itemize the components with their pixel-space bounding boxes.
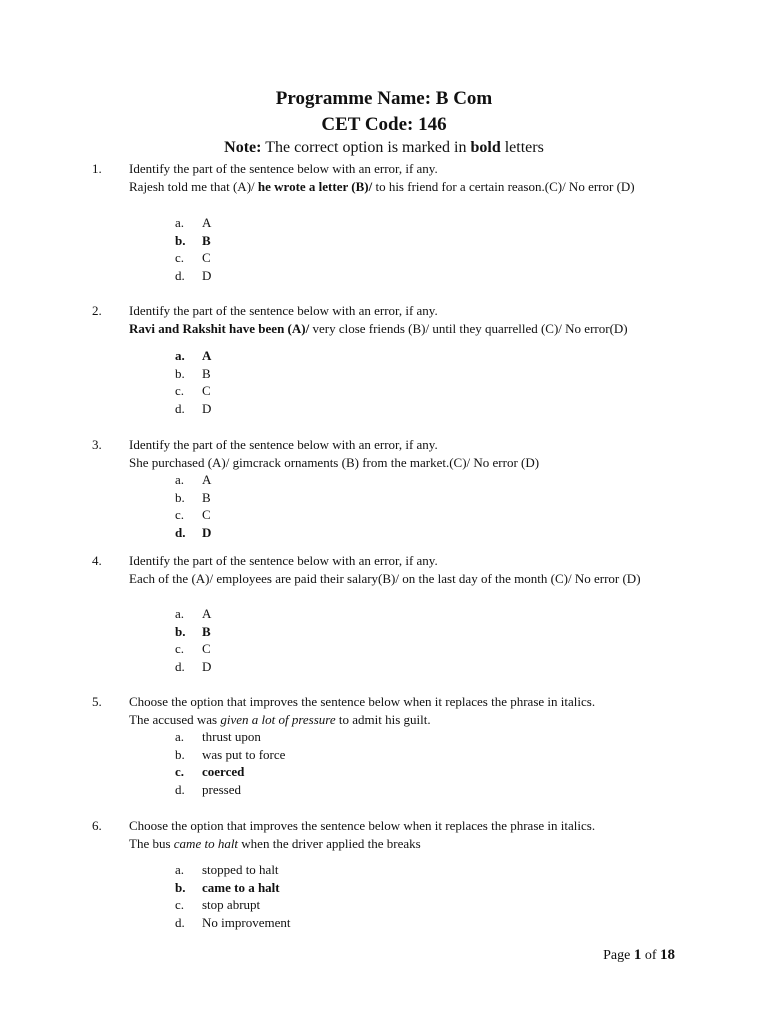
option-letter: b.	[175, 489, 185, 505]
question-sentence	[129, 320, 689, 338]
option-d	[175, 914, 290, 932]
note-text-post: letters	[500, 139, 544, 156]
question-number: 1.	[92, 161, 102, 176]
question-text	[129, 817, 674, 853]
question-number: 4.	[92, 553, 102, 568]
option-letter: d.	[175, 400, 185, 416]
option-text: B	[202, 365, 211, 381]
page-total: 18	[660, 947, 675, 963]
programme-name: Programme Name: B Com	[275, 88, 493, 109]
option-c	[175, 249, 211, 267]
question-prompt: Choose the option that improves the sentence below when it replaces the phrase in italics.	[129, 818, 596, 833]
option-letter: c.	[175, 897, 185, 913]
option-b	[175, 746, 285, 764]
sentence-part: The accused was	[129, 712, 221, 727]
option-letter: c.	[175, 383, 185, 399]
options-list	[175, 605, 211, 675]
question-sentence	[129, 835, 674, 853]
option-letter: c.	[175, 764, 185, 780]
option-c	[175, 896, 290, 914]
option-text: D	[202, 524, 212, 540]
option-letter: d.	[175, 524, 186, 540]
page-of: of	[641, 948, 660, 963]
page-number	[603, 947, 675, 964]
option-text: B	[202, 623, 211, 639]
question-prompt: Identify the part of the sentence below with an error, if any.	[129, 437, 438, 452]
note-text-pre: The correct option is marked in	[261, 139, 471, 156]
option-b	[175, 365, 211, 383]
question-number: 5.	[92, 694, 102, 709]
question-prompt: Identify the part of the sentence below with an error, if any.	[129, 161, 438, 176]
note-label: Note:	[224, 139, 262, 156]
sentence-part-bold: he wrote a letter (B)/	[257, 179, 373, 194]
page-label: Page	[603, 948, 634, 963]
sentence-part-italic: came to halt	[173, 836, 239, 851]
option-text: coerced	[202, 764, 245, 780]
option-c	[175, 640, 211, 658]
option-letter: b.	[175, 232, 186, 248]
options-list	[175, 471, 211, 541]
option-d-correct	[175, 524, 211, 542]
option-letter: a.	[175, 472, 185, 487]
option-letter: b.	[175, 623, 186, 639]
option-text: came to a halt	[202, 879, 280, 895]
sentence-part: when the driver applied the breaks	[238, 836, 421, 851]
option-text: A	[202, 348, 212, 363]
option-a	[175, 214, 211, 232]
question-text	[129, 436, 674, 472]
option-a	[175, 605, 211, 623]
option-letter: a.	[175, 348, 185, 363]
option-c	[175, 506, 211, 524]
question-number: 2.	[92, 303, 102, 318]
option-d	[175, 658, 211, 676]
option-text: C	[202, 641, 211, 657]
option-text: was put to force	[202, 746, 286, 762]
question-prompt: Identify the part of the sentence below with an error, if any.	[129, 303, 438, 318]
question-sentence: Each of the (A)/ employees are paid their salary(B)/ on the last day of the month (C)/ No error (D)	[129, 571, 641, 586]
option-letter: a.	[175, 215, 185, 230]
option-letter: a.	[175, 862, 185, 877]
option-text: D	[202, 400, 212, 416]
note-text-bold: bold	[470, 139, 501, 156]
option-c	[175, 382, 211, 400]
option-d	[175, 781, 285, 799]
option-text: C	[202, 250, 211, 266]
option-text: D	[202, 267, 212, 283]
sentence-part: The bus	[129, 836, 174, 851]
options-list	[175, 728, 285, 798]
option-text: A	[202, 606, 212, 621]
question-number: 6.	[92, 818, 102, 833]
option-letter: c.	[175, 250, 185, 266]
option-letter: d.	[175, 658, 185, 674]
option-text: stopped to halt	[202, 862, 279, 877]
question-text	[129, 693, 674, 729]
page-current: 1	[633, 947, 642, 963]
option-letter: d.	[175, 781, 185, 797]
option-letter: c.	[175, 641, 185, 657]
question-sentence: She purchased (A)/ gimcrack ornaments (B) from the market.(C)/ No error (D)	[129, 455, 540, 470]
question-sentence	[129, 178, 674, 196]
options-list	[175, 861, 290, 931]
question-text	[129, 552, 674, 588]
option-a-correct	[175, 347, 211, 365]
question-sentence	[129, 711, 674, 729]
option-b-correct	[175, 879, 290, 897]
option-text: B	[202, 232, 211, 248]
option-text: pressed	[202, 781, 241, 797]
option-a	[175, 861, 290, 879]
option-letter: b.	[175, 365, 185, 381]
option-d	[175, 400, 211, 418]
option-c-correct	[175, 763, 285, 781]
sentence-part: to his friend for a certain reason.(C)/ No error (D)	[372, 179, 635, 194]
option-text: C	[202, 507, 211, 523]
option-text: D	[202, 658, 212, 674]
question-prompt: Identify the part of the sentence below with an error, if any.	[129, 553, 438, 568]
option-letter: a.	[175, 606, 185, 621]
option-b-correct	[175, 623, 211, 641]
option-text: stop abrupt	[202, 897, 261, 913]
option-d	[175, 267, 211, 285]
options-list	[175, 214, 211, 284]
question-prompt: Choose the option that improves the sentence below when it replaces the phrase in italics.	[129, 694, 596, 709]
option-text: C	[202, 383, 211, 399]
sentence-part: to admit his guilt.	[335, 712, 431, 727]
option-letter: b.	[175, 879, 186, 895]
option-text: A	[202, 215, 212, 230]
option-b-correct	[175, 232, 211, 250]
option-letter: a.	[175, 729, 185, 744]
question-text	[129, 302, 689, 338]
option-letter: d.	[175, 914, 185, 930]
option-text: No improvement	[202, 914, 291, 930]
option-a	[175, 728, 285, 746]
question-number: 3.	[92, 437, 102, 452]
note-line	[0, 139, 768, 157]
options-list	[175, 347, 211, 417]
option-a	[175, 471, 211, 489]
sentence-part: Rajesh told me that (A)/	[129, 179, 258, 194]
sentence-part-bold: Ravi and Rakshit have been (A)/	[129, 321, 310, 336]
sentence-part-italic: given a lot of pressure	[220, 712, 336, 727]
option-letter: b.	[175, 746, 185, 762]
option-text: thrust upon	[202, 729, 261, 744]
option-b	[175, 489, 211, 507]
option-letter: c.	[175, 507, 185, 523]
cet-code: CET Code: 146	[321, 114, 447, 135]
question-text	[129, 160, 674, 196]
option-text: B	[202, 489, 211, 505]
option-letter: d.	[175, 267, 185, 283]
sentence-part: very close friends (B)/ until they quarrelled (C)/ No error(D)	[309, 321, 628, 336]
option-text: A	[202, 472, 212, 487]
